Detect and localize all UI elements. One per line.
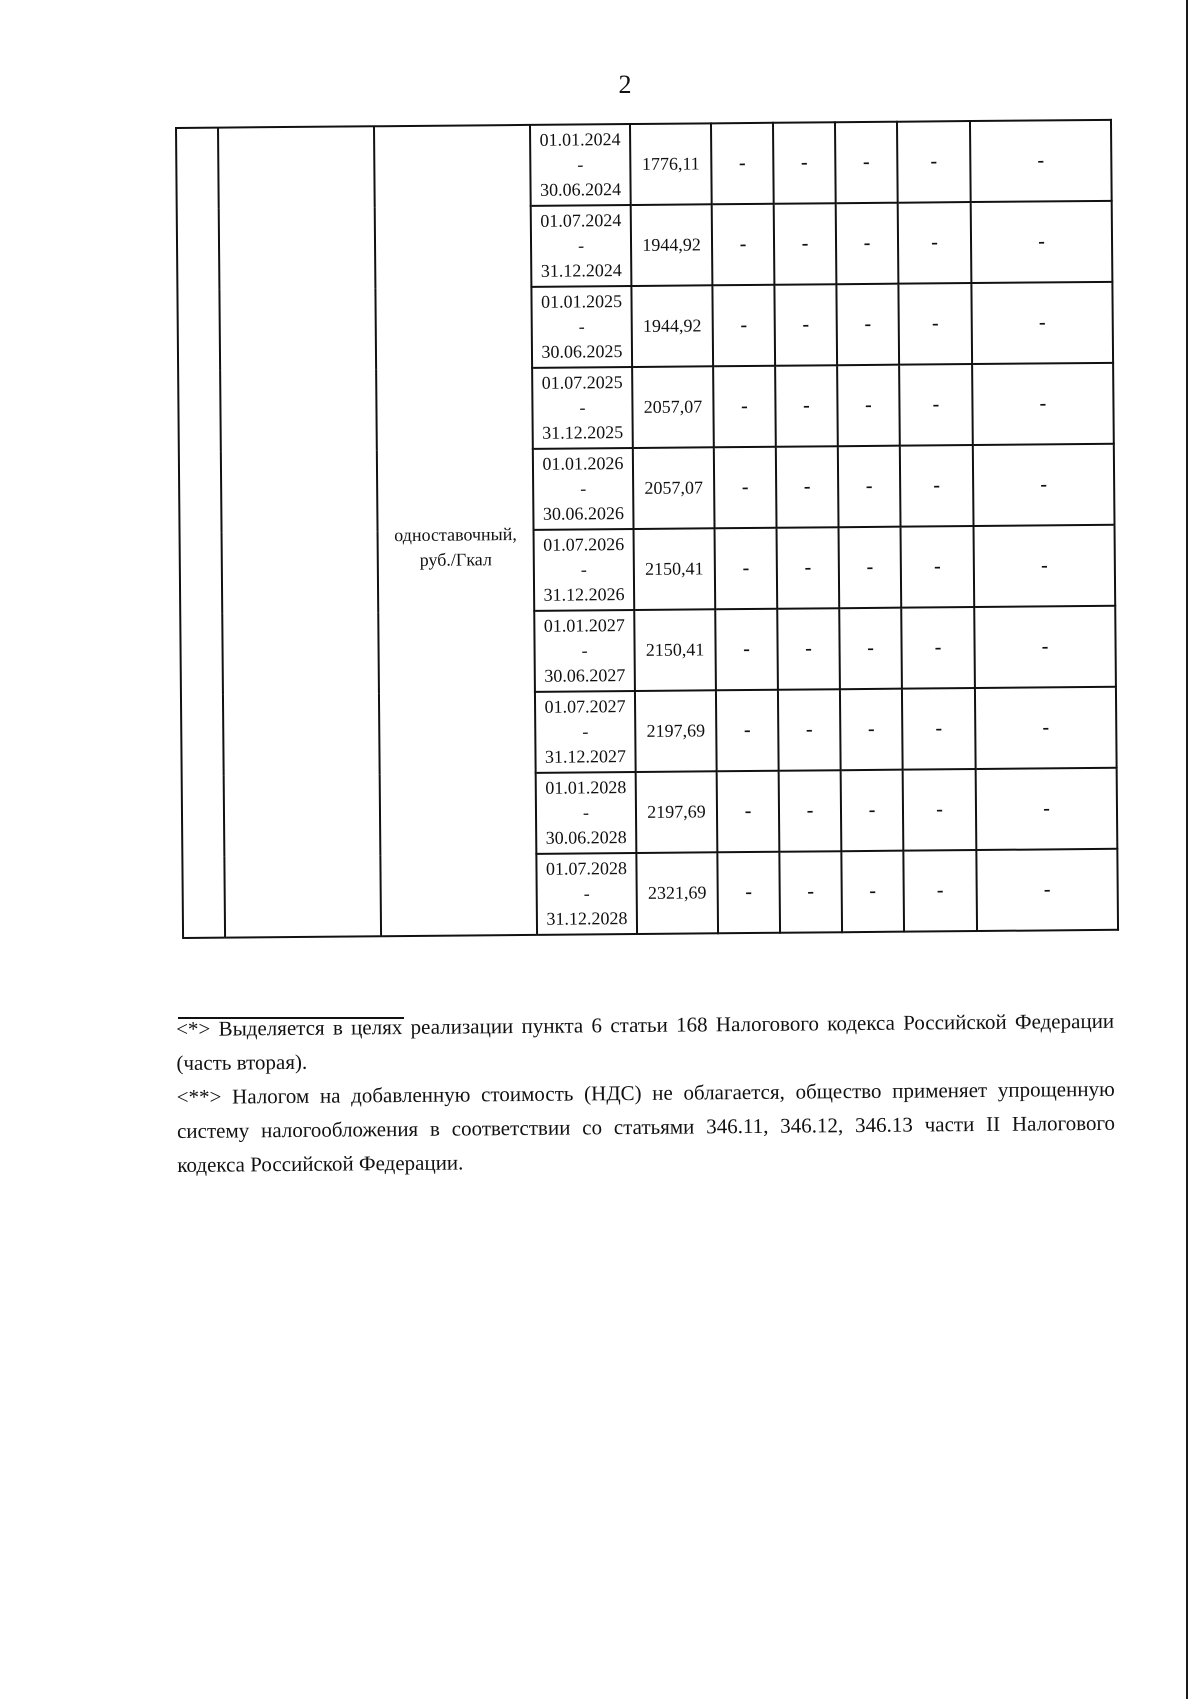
period-cell bbox=[535, 691, 636, 773]
empty-value-dash: - bbox=[717, 852, 780, 934]
empty-value-dash: - bbox=[836, 203, 899, 285]
empty-value-dash: - bbox=[837, 365, 900, 447]
tariff-value: 2197,69 bbox=[636, 771, 718, 853]
empty-value-dash: - bbox=[713, 366, 776, 448]
tariff-value: 2057,07 bbox=[632, 366, 714, 448]
organization-cell bbox=[218, 126, 381, 937]
empty-value-dash: - bbox=[712, 285, 775, 367]
period-start: 01.01.2024 bbox=[539, 129, 621, 150]
period-cell bbox=[531, 205, 632, 287]
empty-value-dash: - bbox=[973, 444, 1115, 526]
empty-value-dash: - bbox=[776, 446, 839, 528]
empty-value-dash: - bbox=[971, 201, 1113, 283]
table-row bbox=[176, 120, 1112, 209]
period-cell bbox=[534, 610, 635, 692]
footnote-2: <**> Налогом на добавленную стоимость (НДС) не облагается, общество применяет упрощенную систему налогообложения в соответствии со статьями 346.11, 346.12, 346.13 части II Налогового кодекса Российской Федерации. bbox=[176, 1076, 1116, 1177]
empty-value-dash: - bbox=[901, 607, 975, 689]
period-cell bbox=[531, 286, 632, 368]
period-end: 31.12.2025 bbox=[542, 422, 624, 443]
period-sep: - bbox=[582, 802, 590, 823]
empty-value-dash: - bbox=[898, 283, 972, 365]
empty-value-dash: - bbox=[712, 204, 775, 286]
tariff-value: 1944,92 bbox=[631, 285, 713, 367]
period-cell bbox=[536, 772, 637, 854]
empty-value-dash: - bbox=[717, 771, 780, 853]
period-end: 30.06.2026 bbox=[542, 503, 624, 524]
empty-value-dash: - bbox=[711, 123, 774, 205]
period-end: 30.06.2028 bbox=[545, 827, 627, 848]
period-sep: - bbox=[578, 316, 585, 337]
empty-value-dash: - bbox=[773, 122, 836, 204]
empty-value-dash: - bbox=[897, 121, 971, 203]
empty-value-dash: - bbox=[716, 690, 779, 772]
period-start: 01.01.2028 bbox=[545, 777, 627, 798]
period-start: 01.07.2028 bbox=[545, 858, 628, 879]
period-end: 31.12.2024 bbox=[540, 260, 622, 281]
period-sep: - bbox=[582, 721, 589, 742]
period-sep: - bbox=[577, 235, 585, 256]
period-end: 31.12.2028 bbox=[546, 908, 628, 929]
period-end: 30.06.2027 bbox=[544, 665, 626, 686]
period-end: 30.06.2024 bbox=[539, 179, 622, 200]
empty-value-dash: - bbox=[714, 447, 777, 529]
period-cell bbox=[536, 853, 637, 935]
period-sep: - bbox=[577, 154, 584, 175]
period-start: 01.01.2025 bbox=[540, 291, 623, 312]
empty-value-dash: - bbox=[778, 689, 841, 771]
period-end: 31.12.2027 bbox=[544, 746, 627, 767]
empty-value-dash: - bbox=[715, 528, 778, 610]
period-start: 01.07.2024 bbox=[540, 210, 622, 231]
tariff-unit-cell bbox=[374, 125, 537, 936]
period-cell bbox=[533, 448, 634, 530]
tariff-value: 2057,07 bbox=[633, 447, 715, 529]
scan-edge-line bbox=[1186, 0, 1188, 1699]
empty-value-dash: - bbox=[779, 851, 842, 933]
tariff-value: 2321,69 bbox=[636, 852, 718, 934]
empty-value-dash: - bbox=[836, 284, 899, 366]
empty-value-dash: - bbox=[975, 687, 1117, 769]
footnote-1: <*> Выделяется в целях реализации пункта 6 статьи 168 Налогового кодекса Российской Федерации (часть вторая). bbox=[176, 1008, 1115, 1075]
period-start: 01.01.2027 bbox=[543, 615, 625, 636]
tariff-unit-label: одноставочный, bbox=[394, 524, 517, 546]
empty-value-dash: - bbox=[972, 363, 1114, 445]
period-cell bbox=[534, 529, 635, 611]
empty-value-dash: - bbox=[974, 525, 1116, 607]
empty-value-dash: - bbox=[774, 284, 837, 366]
period-start: 01.01.2026 bbox=[542, 453, 624, 474]
empty-value-dash: - bbox=[841, 770, 904, 852]
empty-value-dash: - bbox=[840, 689, 903, 771]
period-start: 01.07.2027 bbox=[544, 696, 626, 717]
page-number: 2 bbox=[618, 70, 632, 99]
period-start: 01.07.2025 bbox=[541, 372, 623, 393]
tariff-value: 2197,69 bbox=[635, 690, 717, 772]
empty-value-dash: - bbox=[839, 608, 902, 690]
empty-value-dash: - bbox=[976, 849, 1118, 931]
empty-value-dash: - bbox=[777, 527, 840, 609]
footnotes bbox=[176, 1004, 1115, 1182]
tariff-table bbox=[175, 119, 1119, 939]
period-end: 31.12.2026 bbox=[543, 584, 625, 605]
empty-value-dash: - bbox=[903, 769, 977, 851]
empty-value-dash: - bbox=[902, 688, 976, 770]
empty-value-dash: - bbox=[779, 770, 842, 852]
period-sep: - bbox=[583, 883, 590, 904]
index-cell bbox=[176, 128, 225, 938]
empty-value-dash: - bbox=[901, 526, 975, 608]
period-cell bbox=[532, 367, 633, 449]
period-start: 01.07.2026 bbox=[543, 534, 625, 555]
period-end: 30.06.2025 bbox=[541, 341, 623, 362]
period-sep: - bbox=[579, 397, 586, 418]
empty-value-dash: - bbox=[898, 202, 972, 284]
tariff-value: 2150,41 bbox=[634, 528, 716, 610]
empty-value-dash: - bbox=[976, 768, 1118, 850]
period-sep: - bbox=[580, 559, 587, 580]
tariff-unit-label: руб./Гкал bbox=[419, 549, 492, 570]
period-sep: - bbox=[580, 478, 587, 499]
empty-value-dash: - bbox=[900, 445, 974, 527]
empty-value-dash: - bbox=[775, 365, 838, 447]
empty-value-dash: - bbox=[777, 608, 840, 690]
empty-value-dash: - bbox=[903, 850, 977, 932]
empty-value-dash: - bbox=[841, 851, 904, 933]
empty-value-dash: - bbox=[970, 120, 1112, 202]
empty-value-dash: - bbox=[839, 527, 902, 609]
empty-value-dash: - bbox=[715, 609, 778, 691]
empty-value-dash: - bbox=[974, 606, 1116, 688]
empty-value-dash: - bbox=[838, 446, 901, 528]
empty-value-dash: - bbox=[835, 122, 898, 204]
empty-value-dash: - bbox=[971, 282, 1113, 364]
tariff-value: 1944,92 bbox=[631, 204, 713, 286]
period-cell bbox=[530, 124, 631, 206]
empty-value-dash: - bbox=[899, 364, 973, 446]
period-sep: - bbox=[581, 640, 588, 661]
empty-value-dash: - bbox=[774, 203, 837, 285]
tariff-value: 2150,41 bbox=[634, 609, 716, 691]
table-body bbox=[176, 120, 1118, 938]
tariff-value: 1776,11 bbox=[630, 123, 712, 205]
